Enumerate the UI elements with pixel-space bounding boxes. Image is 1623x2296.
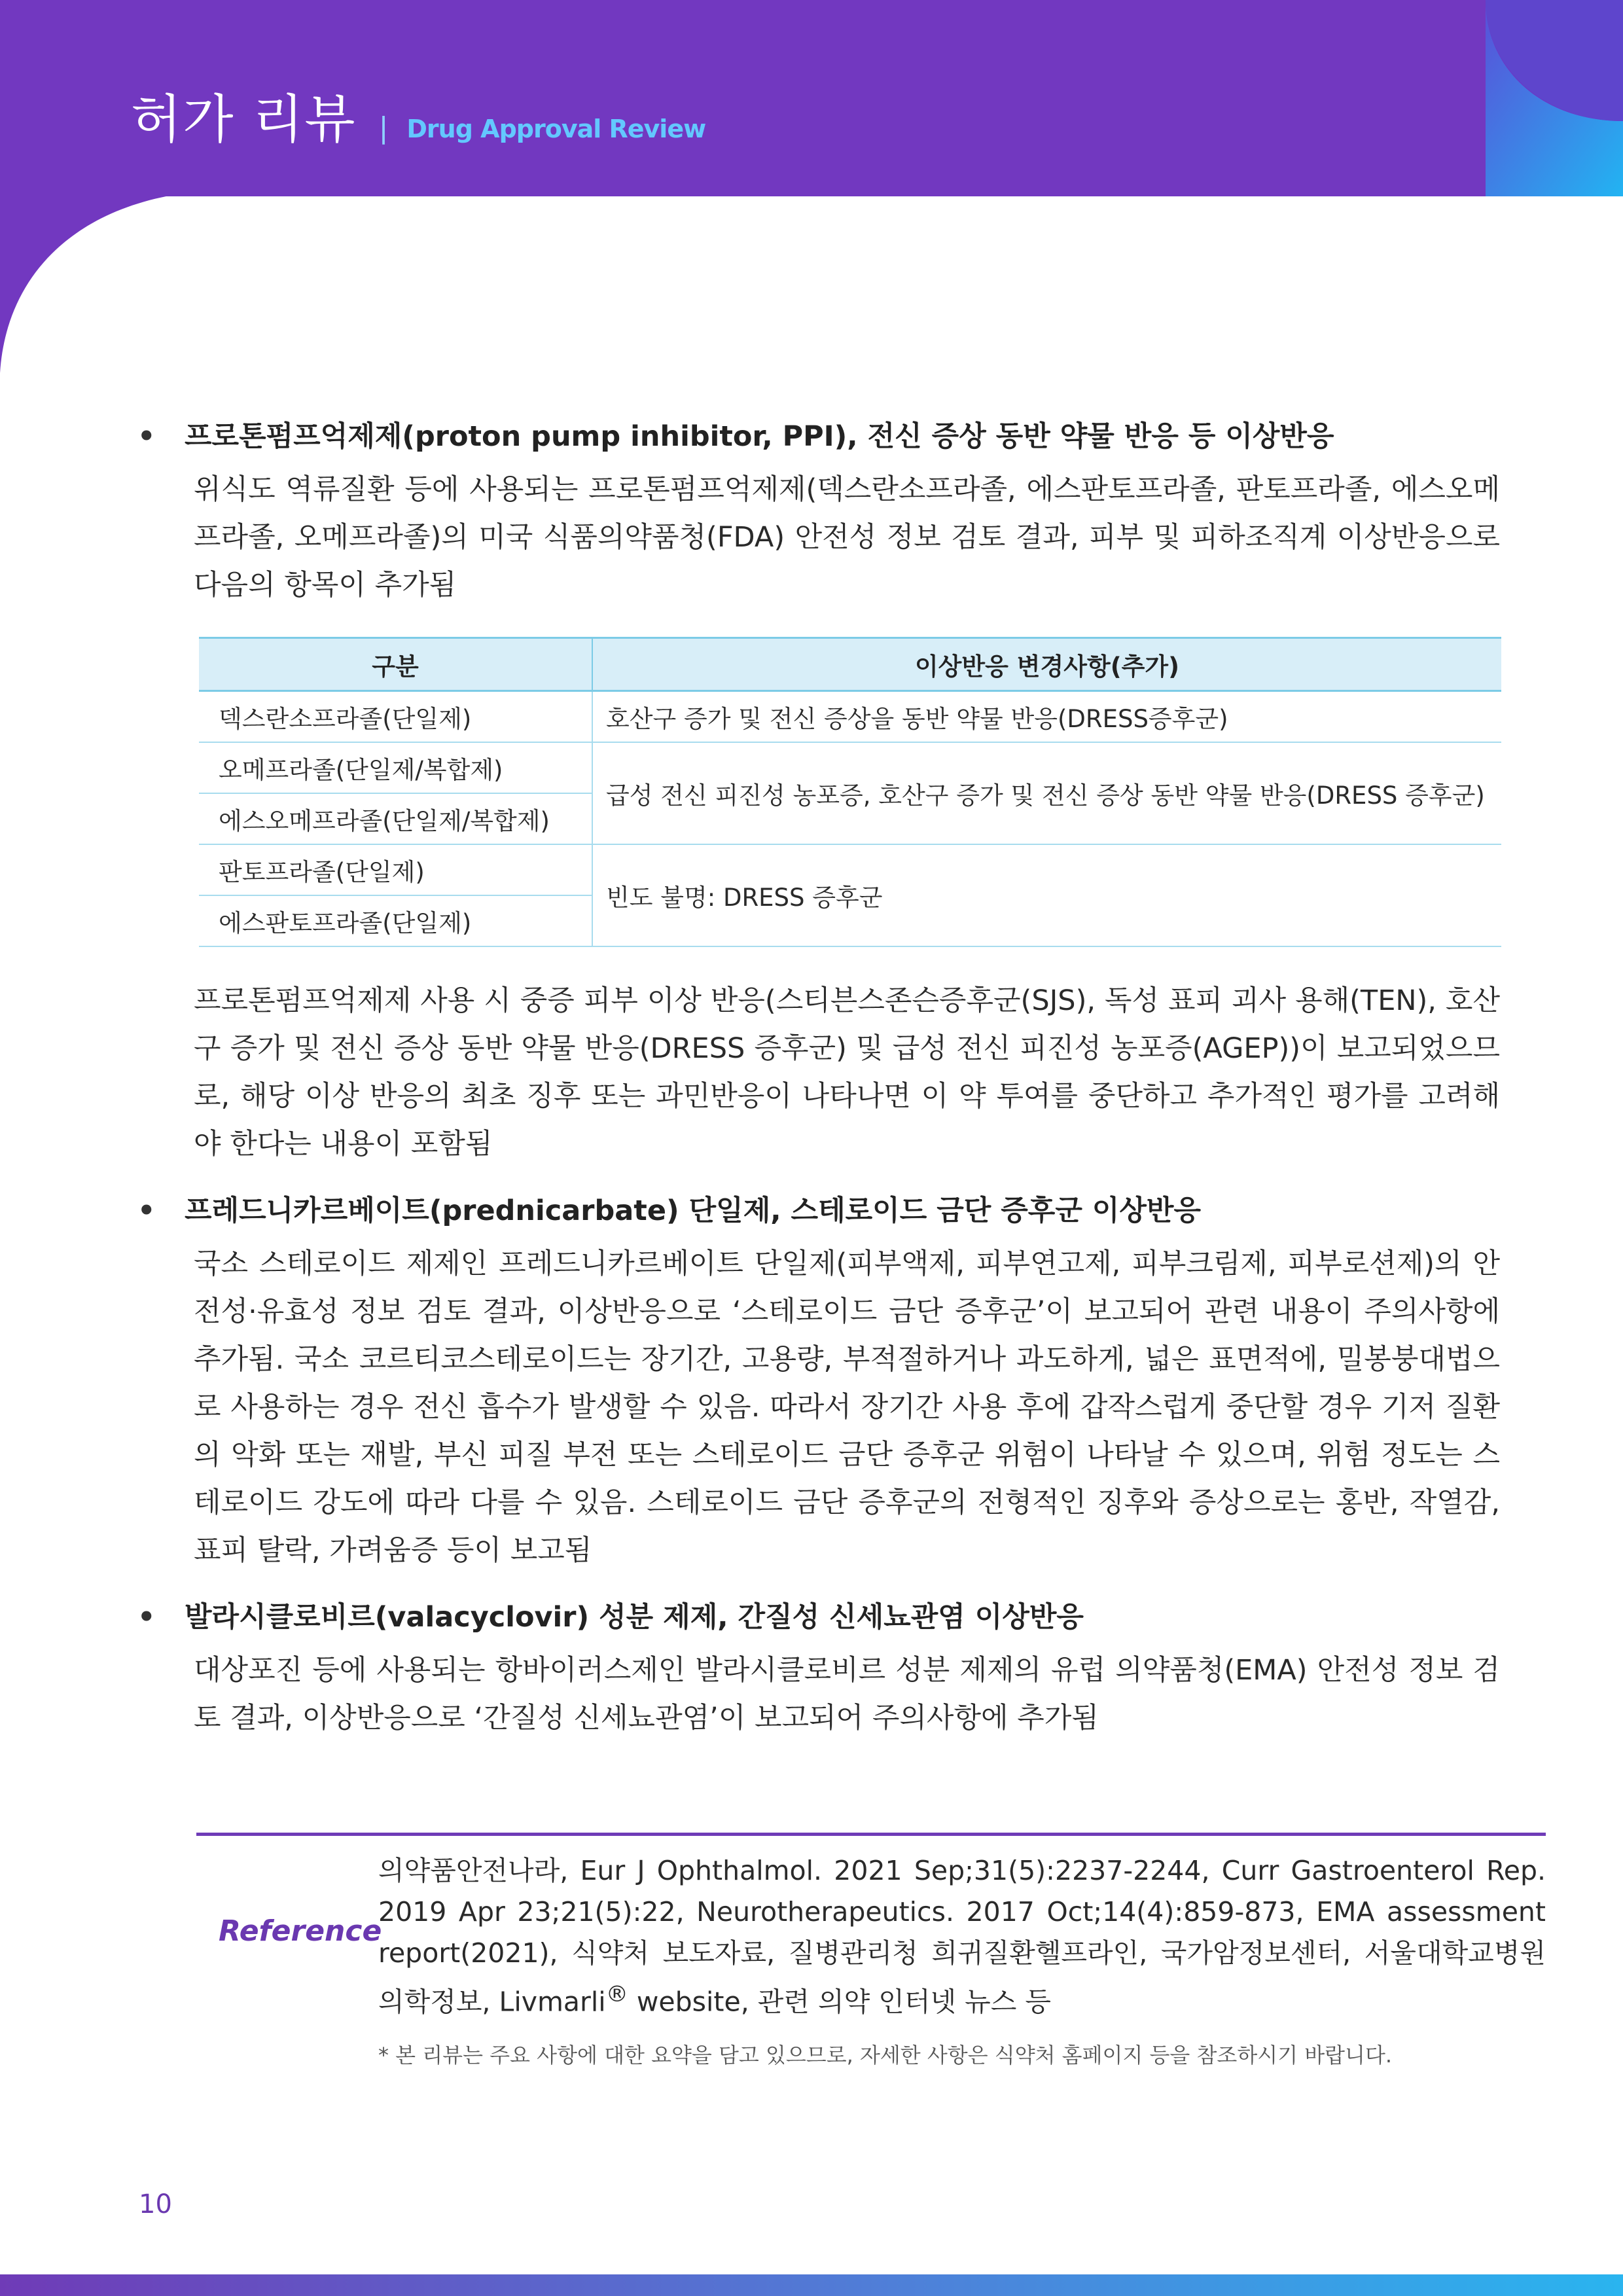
bullet-icon: • — [137, 1194, 156, 1227]
header-title-korean: 허가 리뷰 — [131, 89, 357, 150]
section-ppi-outro: 프로톤펌프억제제 사용 시 중증 피부 이상 반응(스티븐스존슨증후군(SJS), 독성 표피 괴사 용해(TEN), 호산구 증가 및 전신 증상 동반 약물 반응(DRESS 증후군) 및 급성 전신 피진성 농포증(AGEP))이 보고되었으므로, 해당 이상 반응의 최초 징후 또는 과민반응이 나타나면 이 약 투여를 중단하고 추가적인 평가를 고려해야 한다는 내용이 포함됨 — [194, 984, 1500, 1160]
ppi-adverse-reaction-table — [199, 637, 1501, 947]
table-cell-drug: 에스판토프라졸(단일제) — [199, 895, 592, 946]
table-cell-drug: 오메프라졸(단일제/복합제) — [199, 742, 592, 793]
table-cell-drug: 에스오메프라졸(단일제/복합제) — [199, 793, 592, 844]
reference-text-end: website, 관련 의약 인터넷 뉴스 등 — [628, 1986, 1051, 2018]
page-number: 10 — [139, 2189, 172, 2219]
section-prednicarbate-title — [137, 1187, 1505, 1235]
section-valacyclovir-body: 대상포진 등에 사용되는 항바이러스제인 발라시클로비르 성분 제제의 유럽 의약품청(EMA) 안전성 정보 검토 결과, 이상반응으로 ‘간질성 신세뇨관염’이 보고되어 주의사항에 추가됨 — [194, 1654, 1500, 1734]
header-separator: | — [378, 111, 389, 145]
table-header-category: 구분 — [199, 638, 592, 691]
reference-block — [196, 1833, 1546, 2068]
table-header-row — [199, 638, 1501, 691]
bullet-icon: • — [137, 420, 156, 453]
section-prednicarbate-body: 국소 스테로이드 제제인 프레드니카르베이트 단일제(피부액제, 피부연고제, 피부크림제, 피부로션제)의 안전성·유효성 정보 검토 결과, 이상반응으로 ‘스테로이드 금단 증후군’이 보고되어 관련 내용이 주의사항에 추가됨. 국소 코르티코스테로이드는 장기간, 고용량, 부적절하거나 과도하게, 넓은 표면적에, 밀봉붕대법으로 사용하는 경우 전신 흡수가 발생할 수 있음. 따라서 장기간 사용 후에 갑작스럽게 중단할 경우 기저 질환의 악화 또는 재발, 부신 피질 부전 또는 스테로이드 금단 증후군 위험이 나타날 수 있으며, 위험 정도는 스테로이드 강도에 따라 다를 수 있음. 스테로이드 금단 증후군의 전형적인 징후와 증상으로는 홍반, 작열감, 표피 탈락, 가려움증 등이 보고됨 — [194, 1247, 1500, 1567]
main-content — [137, 412, 1505, 1742]
table-cell-drug: 덱스란소프라졸(단일제) — [199, 691, 592, 743]
table-row — [199, 691, 1501, 743]
section-title-text: 프레드니카르베이트(prednicarbate) 단일제, 스테로이드 금단 증후군 이상반응 — [185, 1194, 1201, 1227]
section-title-text: 발라시클로비르(valacyclovir) 성분 제제, 간질성 신세뇨관염 이상반응 — [185, 1601, 1084, 1634]
section-ppi-title — [137, 412, 1505, 461]
section-ppi-intro: 위식도 역류질환 등에 사용되는 프로톤펌프억제제(덱스란소프라졸, 에스판토프라졸, 판토프라졸, 에스오메프라졸, 오메프라졸)의 미국 식품의약품청(FDA) 안전성 정보 검토 결과, 피부 및 피하조직계 이상반응으로 다음의 항목이 추가됨 — [194, 473, 1500, 601]
table-cell-change: 호산구 증가 및 전신 증상을 동반 약물 반응(DRESS증후군) — [592, 691, 1501, 743]
reference-label: Reference — [219, 1914, 382, 1948]
table-cell-change: 급성 전신 피진성 농포증, 호산구 증가 및 전신 증상 동반 약물 반응(DRESS 증후군) — [592, 742, 1501, 844]
header-title-english: Drug Approval Review — [406, 115, 706, 143]
header-curve — [0, 190, 223, 373]
registered-mark: ® — [605, 1981, 628, 2007]
reference-text-main: 의약품안전나라, Eur J Ophthalmol. 2021 Sep;31(5):2237-2244, Curr Gastroenterol Rep. 2019 Apr 23;21(5):22, Neurotherapeutics. 2017 Oct;14(4):859-873, EMA assessment report(2021), 식약처 보도자료, 질병관리청 희귀질환헬프라인, 국가암정보센터, 서울대학교병원 의학정보, Livmarli — [378, 1855, 1546, 2018]
table-row — [199, 844, 1501, 895]
reference-text — [378, 1850, 1546, 2023]
reference-note: * 본 리뷰는 주요 사항에 대한 요약을 담고 있으므로, 자세한 사항은 식약처 홈페이지 등을 참조하시기 바랍니다. — [378, 2043, 1393, 2068]
section-valacyclovir-title — [137, 1593, 1505, 1641]
header-title — [131, 77, 705, 152]
table-cell-drug: 판토프라졸(단일제) — [199, 844, 592, 895]
bullet-icon: • — [137, 1601, 156, 1634]
section-title-text: 프로톤펌프억제제(proton pump inhibitor, PPI), 전신 증상 동반 약물 반응 등 이상반응 — [185, 420, 1334, 453]
table-cell-change: 빈도 불명: DRESS 증후군 — [592, 844, 1501, 946]
table-header-changes: 이상반응 변경사항(추가) — [592, 638, 1501, 691]
table-row — [199, 742, 1501, 793]
footer-gradient-bar — [0, 2274, 1623, 2296]
